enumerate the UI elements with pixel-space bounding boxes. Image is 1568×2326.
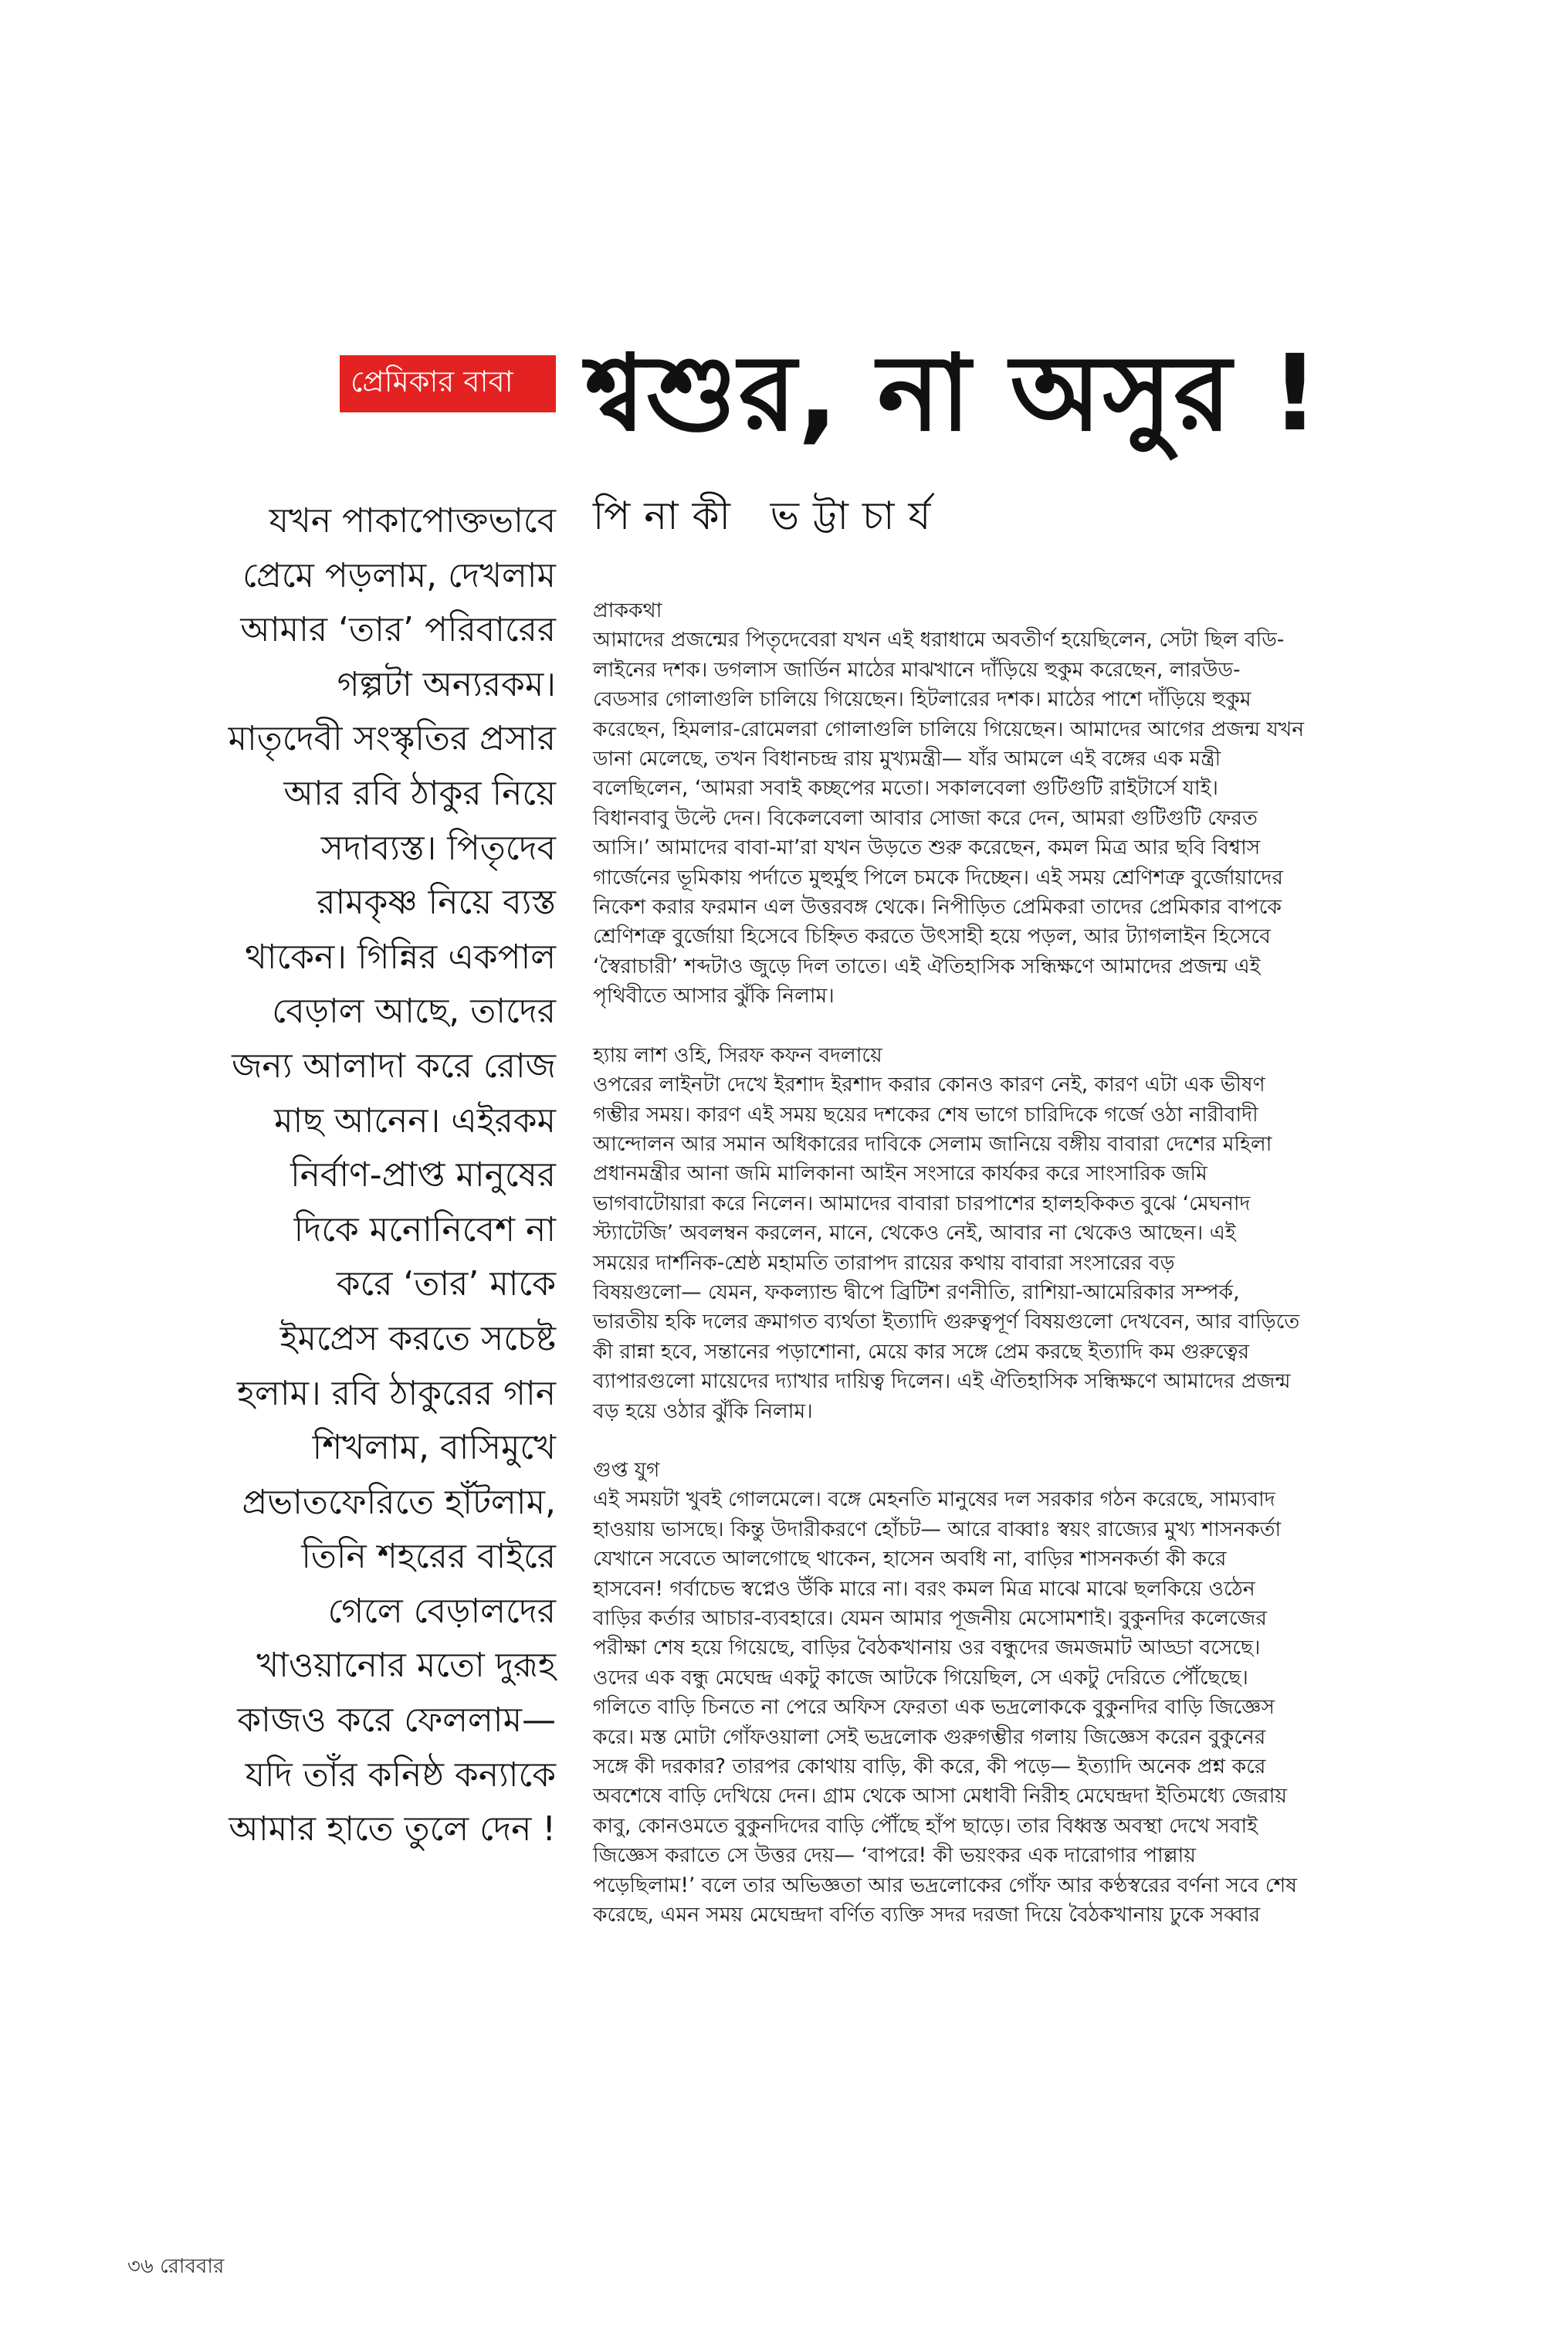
body-line: প্রধানমন্ত্রীর আনা জমি মালিকানা আইন সংসারে কার্যকর করে সাংসারিক জমি [593, 1161, 1207, 1186]
section-tag-label: প্রেমিকার বাবা [351, 364, 513, 398]
pull-quote-line: রামকৃষ্ণ নিয়ে ব্যস্ত [317, 883, 556, 923]
body-line: বলেছিলেন, ‘আমরা সবাই কচ্ছপের মতো। সকালবেলা গুটিগুটি রাইটার্সে যাই। [593, 776, 1218, 801]
body-line: সঙ্গে কী দরকার? তারপর কোথায় বাড়ি, কী করে, কী পড়ে— ইত্যাদি অনেক প্রশ্ন করে [593, 1755, 1266, 1779]
body-line: স্ট্যাটেজি’ অবলম্বন করলেন, মানে, থেকেও নেই, আবার না থেকেও আছেন। এই [593, 1221, 1236, 1246]
body-line: পরীক্ষা শেষ হয়ে গিয়েছে, বাড়ির বৈঠকখানায় ওর বন্ধুদের জমজমাট আড্ডা বসেছে। [593, 1636, 1261, 1660]
body-line: ওদের এক বন্ধু মেঘেন্দ্র একটু কাজে আটকে গিয়েছিল, সে একটু দেরিতে পৌঁছেছে। [593, 1665, 1248, 1690]
body-line: আন্দোলন আর সমান অধিকারের দাবিকে সেলাম জানিয়ে বঙ্গীয় বাবারা দেশের মহিলা [593, 1131, 1272, 1156]
body-line: করেছে, এমন সময় মেঘেন্দ্রদা বর্ণিত ব্যক্তি সদর দরজা দিয়ে বৈঠকখানায় ঢুকে সব্বার [593, 1903, 1261, 1928]
body-line: লাইনের দশক। ডগলাস জার্ডিন মাঠের মাঝখানে দাঁড়িয়ে হুকুম করেছেন, লারউড- [593, 657, 1241, 682]
section-heading: গুপ্ত যুগ [593, 1457, 660, 1482]
pull-quote-line: প্রভাতফেরিতে হাঁটলাম, [242, 1482, 556, 1522]
body-line: ডানা মেলেছে, তখন বিধানচন্দ্র রায় মুখ্যমন্ত্রী— যাঁর আমলে এই বঙ্গের এক মন্ত্রী [593, 747, 1221, 771]
body-line: গম্ভীর সময়। কারণ এই সময় ছয়ের দশকের শেষ ভাগে চারিদিকে গর্জে ওঠা নারীবাদী [593, 1102, 1258, 1127]
pull-quote-line: মাতৃদেবী সংস্কৃতির প্রসার [228, 719, 556, 759]
page-footer: ৩৬ রোববার [127, 2255, 225, 2278]
body-line: নিকেশ করার ফরমান এল উত্তরবঙ্গ থেকে। নিপীড়িত প্রেমিকরা তাদের প্রেমিকার বাপকে [593, 895, 1282, 920]
pull-quote [116, 494, 556, 1857]
body-line: হাওয়ায় ভাসছে। কিন্তু উদারীকরণে হোঁচট— আরে বাব্বাঃ স্বয়ং রাজ্যের মুখ্য শাসনকর্তা [593, 1517, 1282, 1541]
body-line: বিধানবাবু উল্টে দেন। বিকেলবেলা আবার সোজা করে দেন, আমরা গুটিগুটি ফেরত [593, 805, 1258, 830]
article-section [593, 1041, 1454, 1426]
pull-quote-line: করে ‘তার’ মাকে [336, 1264, 556, 1304]
body-line: শ্রেণিশত্রু বুর্জোয়া হিসেবে চিহ্নিত করতে উৎসাহী হয়ে পড়ল, আর ট্যাগলাইন হিসেবে [593, 924, 1271, 949]
body-line: পৃথিবীতে আসার ঝুঁকি নিলাম। [593, 984, 835, 1009]
pull-quote-line: জন্য আলাদা করে রোজ [232, 1046, 556, 1086]
body-line: কী রান্না হবে, সন্তানের পড়াশোনা, মেয়ে কার সঙ্গে প্রেম করছে ইত্যাদি কম গুরুত্বের [593, 1339, 1250, 1364]
author-byline: পিনাকী ভট্টাচার্য [593, 493, 945, 538]
body-line: করেছেন, হিমলার-রোমেলরা গোলাগুলি চালিয়ে গিয়েছেন। আমাদের আগের প্রজন্ম যখন [593, 717, 1305, 741]
article-body [593, 596, 1454, 1930]
pull-quote-line: তিনি শহরের বাইরে [301, 1537, 556, 1577]
pull-quote-line: আমার ‘তার’ পরিবারের [240, 610, 556, 650]
pull-quote-line: বেড়াল আছে, তাদের [272, 992, 556, 1032]
body-line: ব্যাপারগুলো মায়েদের দ্যাখার দায়িত্ব দিলেন। এই ঐতিহাসিক সন্ধিক্ষণে আমাদের প্রজন্ম [593, 1369, 1291, 1394]
body-line: বাড়ির কর্তার আচার-ব্যবহারে। যেমন আমার পূজনীয় মেসোমশাই। বুকুনদির কলেজের [593, 1606, 1267, 1630]
article-section [593, 1456, 1454, 1931]
body-line: গার্জেনের ভূমিকায় পর্দাতে মুহুর্মুহু পিলে চমকে দিচ্ছেন। এই সময় শ্রেণিশত্রু বুর্জোয়াদের [593, 865, 1283, 890]
section-heading: হ্যায় লাশ ওহি, সিরফ কফন বদলায়ে [593, 1043, 882, 1067]
headline: শ্বশুর, না অসুর ! [585, 333, 1321, 455]
pull-quote-line: শিখলাম, বাসিমুখে [312, 1428, 556, 1468]
section-heading: প্রাককথা [593, 598, 662, 622]
pull-quote-line: গল্পটা অন্যরকম। [337, 664, 556, 704]
body-line: বেডসার গোলাগুলি চালিয়ে গিয়েছেন। হিটলারের দশক। মাঠের পাশে দাঁড়িয়ে হুকুম [593, 687, 1251, 712]
body-line: বড় হয়ে ওঠার ঝুঁকি নিলাম। [593, 1399, 813, 1423]
pull-quote-line: যখন পাকাপোক্তভাবে [269, 501, 556, 541]
body-line: জিজ্ঞেস করাতে সে উত্তর দেয়— ‘বাপরে! কী ভয়ংকর এক দারোগার পাল্লায় [593, 1843, 1196, 1868]
body-line: কাবু, কোনওমতে বুকুনদিদের বাড়ি পৌঁছে হাঁপ ছাড়ে। তার বিধ্বস্ত অবস্থা দেখে সবাই [593, 1813, 1258, 1838]
body-line: হাসবেন! গর্বাচেভ স্বপ্নেও উঁকি মারে না। বরং কমল মিত্র মাঝে মাঝে ছলকিয়ে ওঠেন [593, 1576, 1255, 1601]
body-line: ওপরের লাইনটা দেখে ইরশাদ ইরশাদ করার কোনও কারণ নেই, কারণ এটা এক ভীষণ [593, 1073, 1265, 1097]
body-line: পড়েছিলাম!’ বলে তার অভিজ্ঞতা আর ভদ্রলোকের গোঁফ আর কণ্ঠস্বরের বর্ণনা সবে শেষ [593, 1873, 1297, 1897]
pull-quote-line: খাওয়ানোর মতো দুরূহ [256, 1646, 556, 1686]
section-tag [340, 355, 556, 412]
body-line: ভাগবাটোয়ারা করে নিলেন। আমাদের বাবারা চারপাশের হালহকিকত বুঝে ‘মেঘনাদ [593, 1191, 1251, 1216]
pull-quote-line: গেলে বেড়ালদের [327, 1591, 556, 1631]
body-line: ভারতীয় হকি দলের ক্রমাগত ব্যর্থতা ইত্যাদি গুরুত্বপূর্ণ বিষয়গুলো দেখবেন, আর বাড়িতে [593, 1310, 1300, 1334]
pull-quote-line: আর রবি ঠাকুর নিয়ে [283, 773, 556, 813]
article-section [593, 596, 1454, 1012]
body-line: অবশেষে বাড়ি দেখিয়ে দেন। গ্রাম থেকে আসা মেধাবী নিরীহ মেঘেন্দ্রদা ইতিমধ্যে জেরায় [593, 1784, 1288, 1809]
body-line: যেখানে সবেতে আলগোছে থাকেন, হাসেন অবধি না, বাড়ির শাসনকর্তা কী করে [593, 1547, 1227, 1572]
pull-quote-line: প্রেমে পড়লাম, দেখলাম [242, 555, 556, 595]
body-line: আসি।’ আমাদের বাবা-মা’রা যখন উড়তে শুরু করেছেন, কমল মিত্র আর ছবি বিশ্বাস [593, 836, 1261, 860]
pull-quote-line: সদাব্যস্ত। পিতৃদেব [320, 828, 556, 868]
pull-quote-line: দিকে মনোনিবেশ না [293, 1209, 556, 1249]
body-line: এই সময়টা খুবই গোলমেলে। বঙ্গে মেহনতি মানুষের দল সরকার গঠন করেছে, সাম্যবাদ [593, 1487, 1275, 1512]
pull-quote-line: যদি তাঁর কনিষ্ঠ কন্যাকে [245, 1755, 556, 1795]
pull-quote-line: কাজও করে ফেললাম— [237, 1700, 556, 1741]
body-line: ‘স্বৈরাচারী’ শব্দটাও জুড়ে দিল তাতে। এই ঐতিহাসিক সন্ধিক্ষণে আমাদের প্রজন্ম এই [593, 954, 1261, 978]
pull-quote-line: আমার হাতে তুলে দেন ! [229, 1809, 556, 1850]
body-line: সময়ের দার্শনিক-শ্রেষ্ঠ মহামতি তারাপদ রায়ের কথায় বাবারা সংসারের বড় [593, 1250, 1175, 1275]
pull-quote-line: মাছ আনেন। এইরকম [274, 1100, 556, 1141]
pull-quote-line: হলাম। রবি ঠাকুরের গান [236, 1373, 556, 1413]
body-line: আমাদের প্রজন্মের পিতৃদেবেরা যখন এই ধরাধামে অবতীর্ণ হয়েছিলেন, সেটা ছিল বডি- [593, 628, 1285, 653]
body-line: গলিতে বাড়ি চিনতে না পেরে অফিস ফেরতা এক ভদ্রলোককে বুকুনদির বাড়ি জিজ্ঞেস [593, 1695, 1275, 1720]
body-line: বিষয়গুলো— যেমন, ফকল্যান্ড দ্বীপে ব্রিটিশ রণনীতি, রাশিয়া-আমেরিকার সম্পর্ক, [593, 1280, 1240, 1304]
pull-quote-line: থাকেন। গিন্নির একপাল [245, 937, 556, 977]
pull-quote-line: ইমপ্রেস করতে সচেষ্ট [279, 1318, 556, 1358]
body-line: করে। মস্ত মোটা গোঁফওয়ালা সেই ভদ্রলোক গুরুগম্ভীর গলায় জিজ্ঞেস করেন বুকুনের [593, 1724, 1266, 1749]
pull-quote-line: নির্বাণ-প্রাপ্ত মানুষের [290, 1155, 556, 1195]
